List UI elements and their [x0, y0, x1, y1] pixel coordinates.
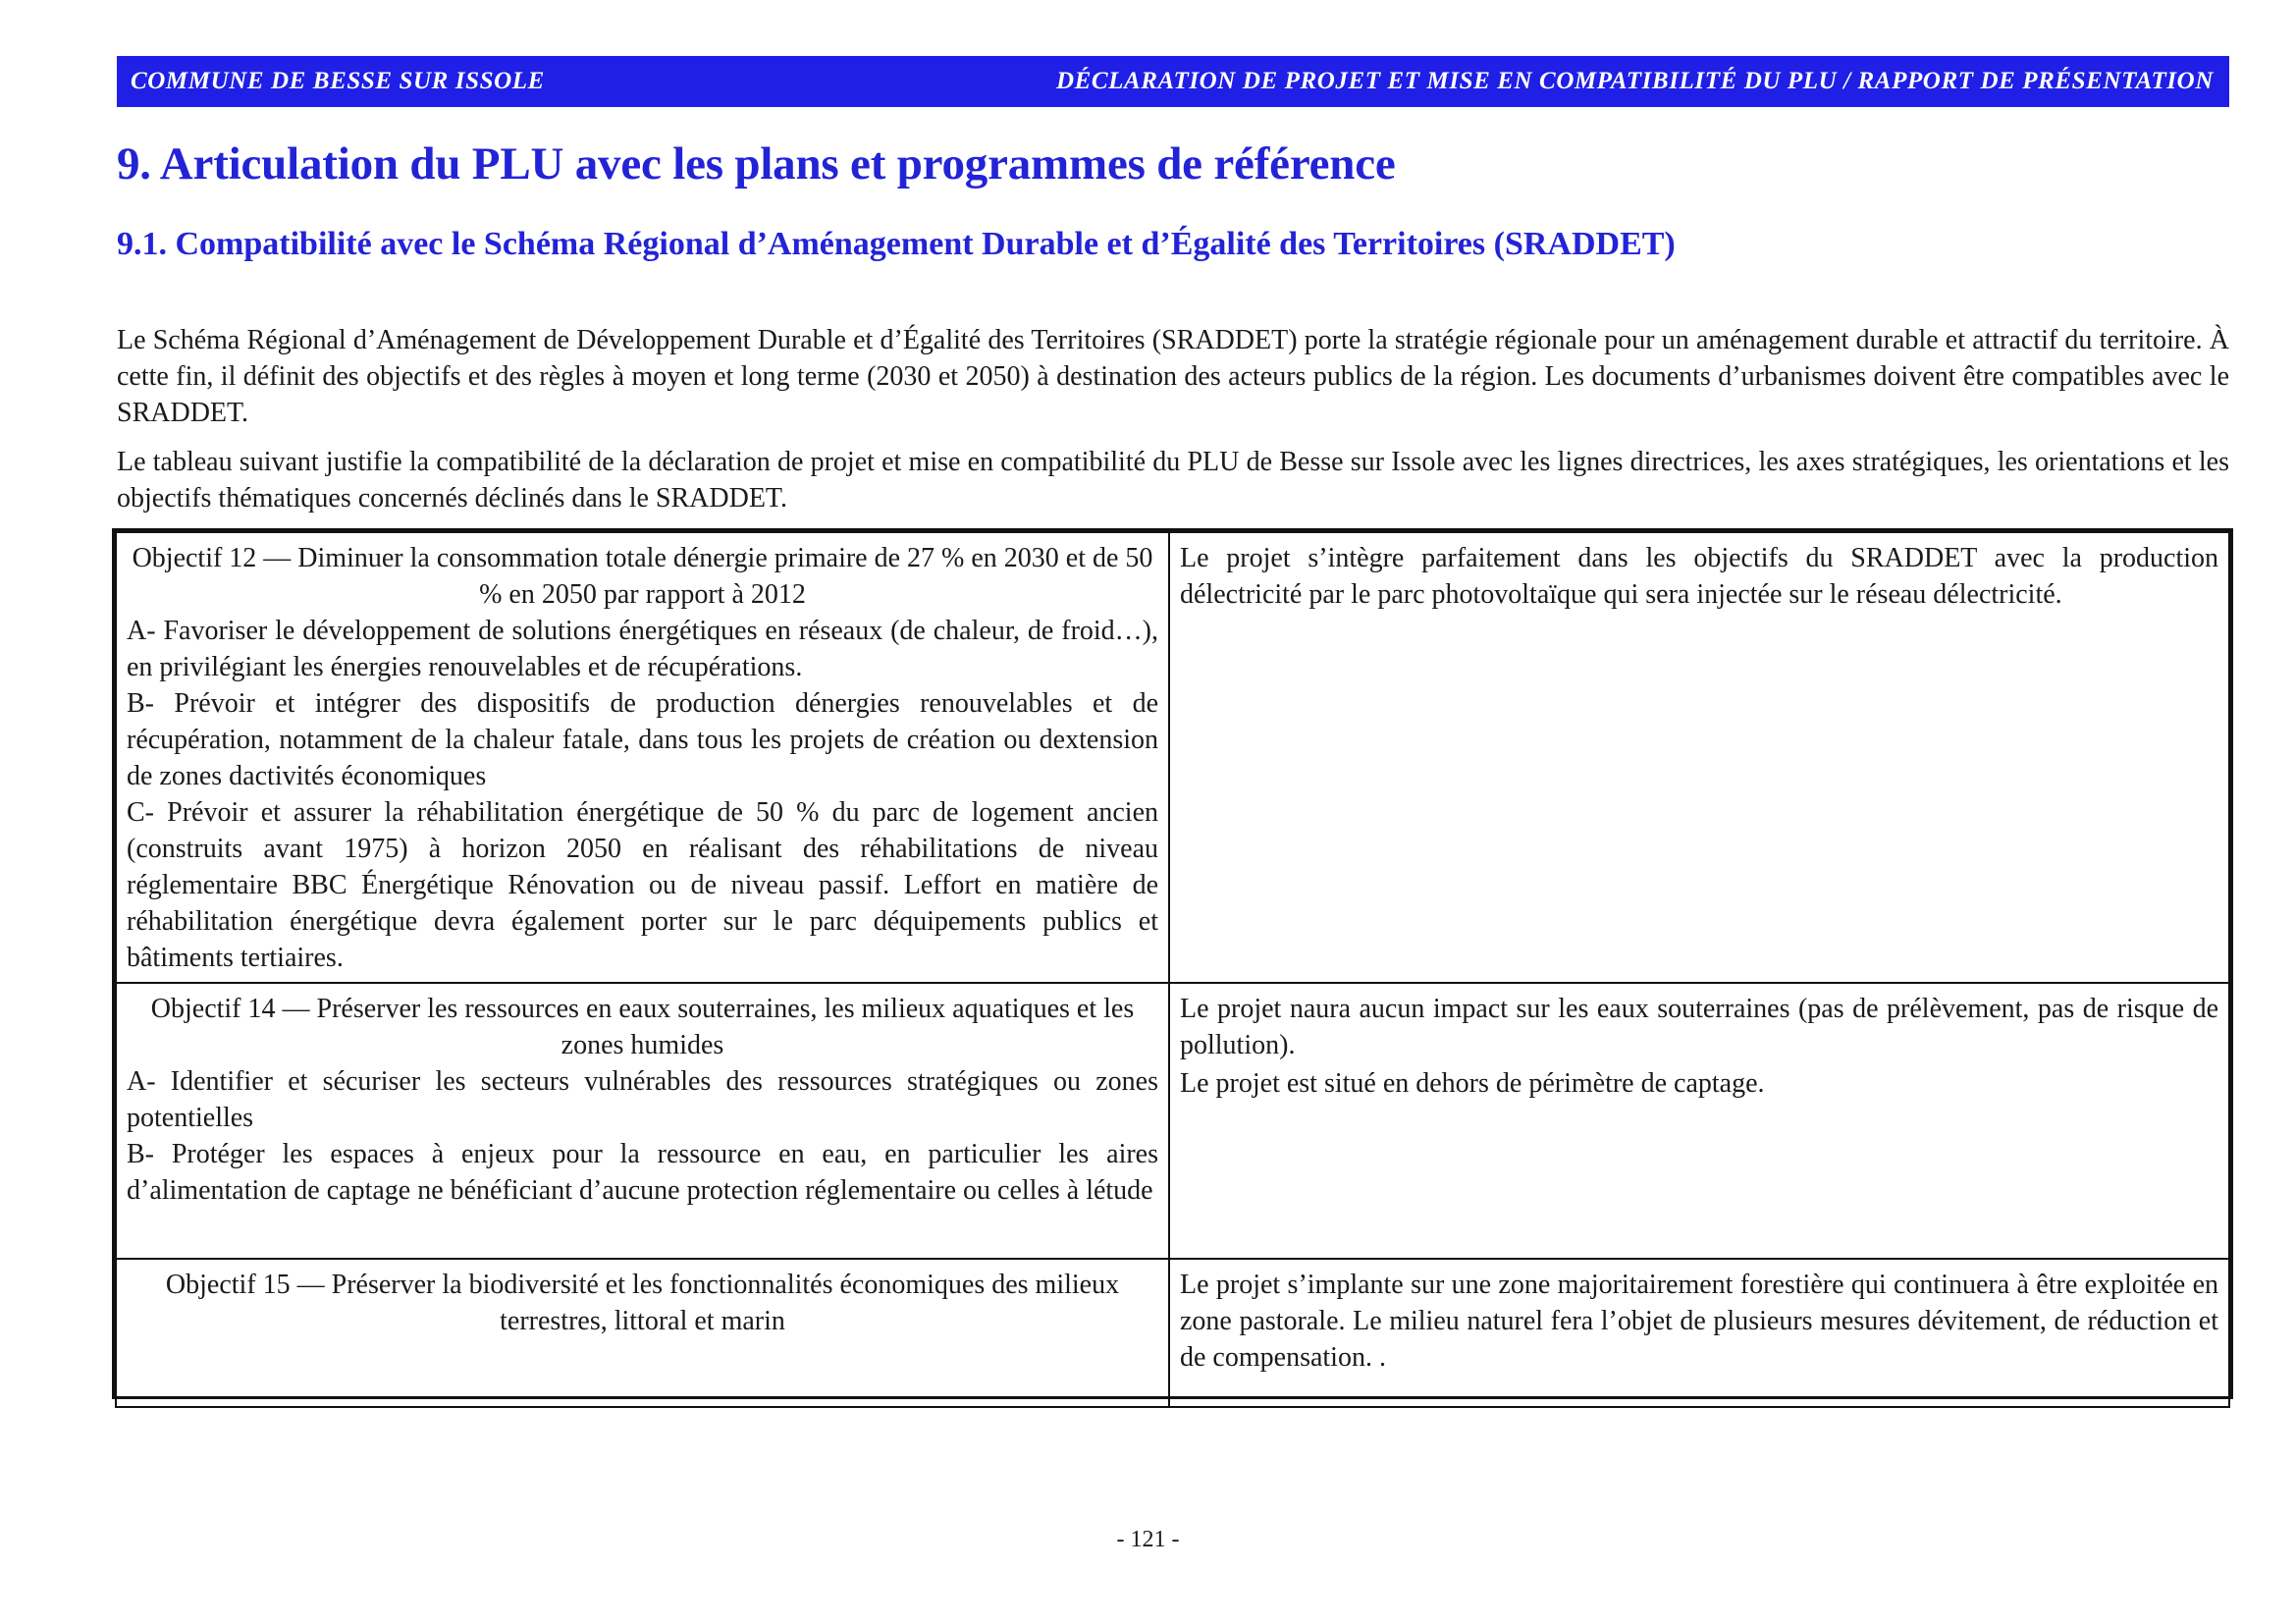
- justification-text: Le projet s’intègre parfaitement dans les objectifs du SRADDET avec la production délectricité par le parc photovoltaïque qui sera injectée sur le réseau délectricité.: [1180, 543, 2218, 610]
- table-row: [116, 1259, 2229, 1407]
- table-row: [116, 532, 2229, 983]
- objective-cell: [116, 532, 1169, 983]
- objective-item: B- Prévoir et intégrer des dispositifs de production dénergies renouvelables et de récupération, notamment de la chaleur fatale, dans tous les projets de création ou dextension de zones dactivités économiques: [127, 688, 1158, 791]
- compatibility-table-grid: [115, 531, 2230, 1408]
- intro-paragraph-1: Le Schéma Régional d’Aménagement de Développement Durable et d’Égalité des Territoires (SRADDET) porte la stratégie régionale pour un aménagement durable et attractif du territoire. À cette fin, il définit des objectifs et des règles à moyen et long terme (2030 et 2050) à destination des acteurs publics de la région. Les documents d’urbanismes doivent être compatibles avec le SRADDET.: [117, 325, 2229, 428]
- justification-cell: [1169, 983, 2229, 1259]
- header-document-title: DÉCLARATION DE PROJET ET MISE EN COMPATIBILITÉ DU PLU / RAPPORT DE PRÉSENTATION: [1055, 68, 2214, 94]
- justification-text: Le projet est situé en dehors de périmètre de captage.: [1180, 1068, 1765, 1099]
- justification-text: Le projet naura aucun impact sur les eaux souterraines (pas de prélèvement, pas de risque de pollution).: [1180, 994, 2218, 1060]
- section-heading: 9. Articulation du PLU avec les plans et programmes de référence: [117, 138, 1396, 189]
- objective-item: C- Prévoir et assurer la réhabilitation énergétique de 50 % du parc de logement ancien (construits avant 1975) à horizon 2050 en réalisant des réhabilitations de niveau réglementaire BBC Énergétique Rénovation ou de niveau passif. Leffort en matière de réhabilitation énergétique devra également porter sur le parc déquipements publics et bâtiments tertiaires.: [127, 797, 1158, 973]
- objective-cell: [116, 1259, 1169, 1407]
- header-commune: COMMUNE DE BESSE SUR ISSOLE: [131, 68, 545, 94]
- objective-title: Objectif 15 — Préserver la biodiversité et les fonctionnalités économiques des milieux terrestres, littoral et marin: [165, 1270, 1120, 1336]
- objective-item: B- Protéger les espaces à enjeux pour la ressource en eau, en particulier les aires d’alimentation de captage ne bénéficiant d’aucune protection réglementaire ou celles à létude: [127, 1139, 1158, 1206]
- page-number: - 121 -: [1116, 1527, 1180, 1552]
- header-band: [117, 56, 2229, 107]
- objective-title: Objectif 12 — Diminuer la consommation totale dénergie primaire de 27 % en 2030 et de 50 % en 2050 par rapport à 2012: [132, 543, 1153, 610]
- justification-cell: [1169, 532, 2229, 983]
- objective-cell: [116, 983, 1169, 1259]
- subsection-heading: 9.1. Compatibilité avec le Schéma Régional d’Aménagement Durable et d’Égalité des Territoires (SRADDET): [117, 226, 1676, 262]
- justification-text: Le projet s’implante sur une zone majoritairement forestière qui continuera à être exploitée en zone pastorale. Le milieu naturel fera l’objet de plusieurs mesures dévitement, de réduction et de compensation. .: [1180, 1270, 2218, 1373]
- justification-cell: [1169, 1259, 2229, 1407]
- intro-paragraph-2: Le tableau suivant justifie la compatibilité de la déclaration de projet et mise en compatibilité du PLU de Besse sur Issole avec les lignes directrices, les axes stratégiques, les orientations et les objectifs thématiques concernés déclinés dans le SRADDET.: [117, 447, 2229, 514]
- objective-item: A- Identifier et sécuriser les secteurs vulnérables des ressources stratégiques ou zones potentielles: [127, 1066, 1158, 1133]
- objective-item: A- Favoriser le développement de solutions énergétiques en réseaux (de chaleur, de froid…), en privilégiant les énergies renouvelables et de récupérations.: [127, 616, 1158, 682]
- objective-title: Objectif 14 — Préserver les ressources en eaux souterraines, les milieux aquatiques et les zones humides: [150, 994, 1135, 1060]
- compatibility-table: [112, 528, 2233, 1399]
- table-row: [116, 983, 2229, 1259]
